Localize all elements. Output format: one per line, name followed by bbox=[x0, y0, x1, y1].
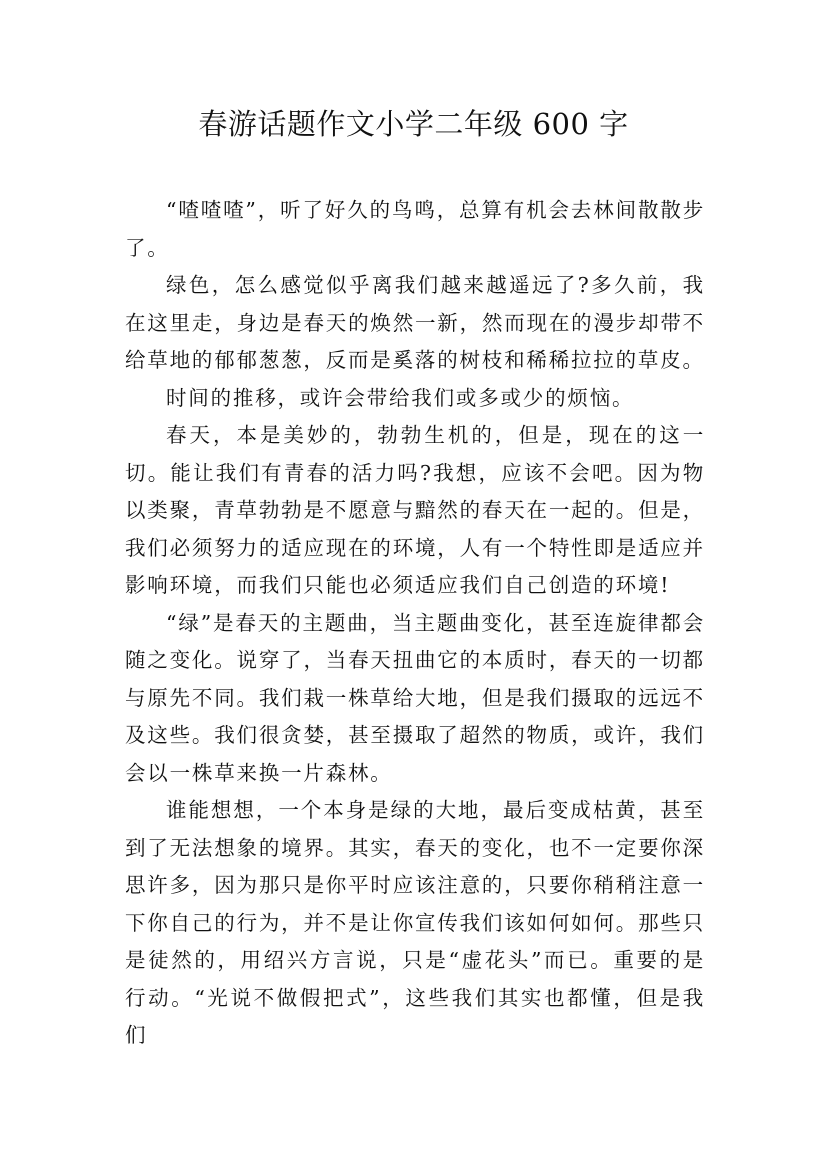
paragraph-3: 时间的推移，或许会带给我们或多或少的烦恼。 bbox=[166, 385, 635, 410]
paragraph-4: 春天，本是美妙的，勃勃生机的，但是，现在的这一切。能让我们有青春的活力吗?我想，应该不会吧。因为物以类聚，青草勃勃是不愿意与黯然的春天在一起的。但是，我们必须努力的适应现在的环境，人有一个特性即是适应并影响环境，而我们只能也必须适应我们自己创造的环境! bbox=[125, 423, 705, 597]
document-body bbox=[125, 192, 705, 1055]
paragraph-1: “喳喳喳”，听了好久的鸟鸣，总算有机会去林间散散步了。 bbox=[125, 198, 705, 260]
paragraph-2: 绿色，怎么感觉似乎离我们越来越遥远了?多久前，我在这里走，身边是春天的焕然一新，然而现在的漫步却带不给草地的郁郁葱葱，反而是奚落的树枝和稀稀拉拉的草皮。 bbox=[125, 273, 705, 372]
paragraph-6: 谁能想想，一个本身是绿的大地，最后变成枯黄，甚至到了无法想象的境界。其实，春天的变化，也不一定要你深思许多，因为那只是你平时应该注意的，只要你稍稍注意一下你自己的行为，并不是让你宣传我们该如何如何。那些只是徒然的，用绍兴方言说，只是“虚花头”而已。重要的是行动。“光说不做假把式”，这些我们其实也都懂，但是我们 bbox=[125, 798, 705, 1047]
paragraph-5: “绿”是春天的主题曲，当主题曲变化，甚至连旋律都会随之变化。说穿了，当春天扭曲它的本质时，春天的一切都与原先不同。我们栽一株草给大地，但是我们摄取的远远不及这些。我们很贪婪，甚至摄取了超然的物质，或许，我们会以一株草来换一片森林。 bbox=[125, 610, 705, 785]
document-title: 春游话题作文小学二年级 600 字 bbox=[198, 107, 629, 141]
